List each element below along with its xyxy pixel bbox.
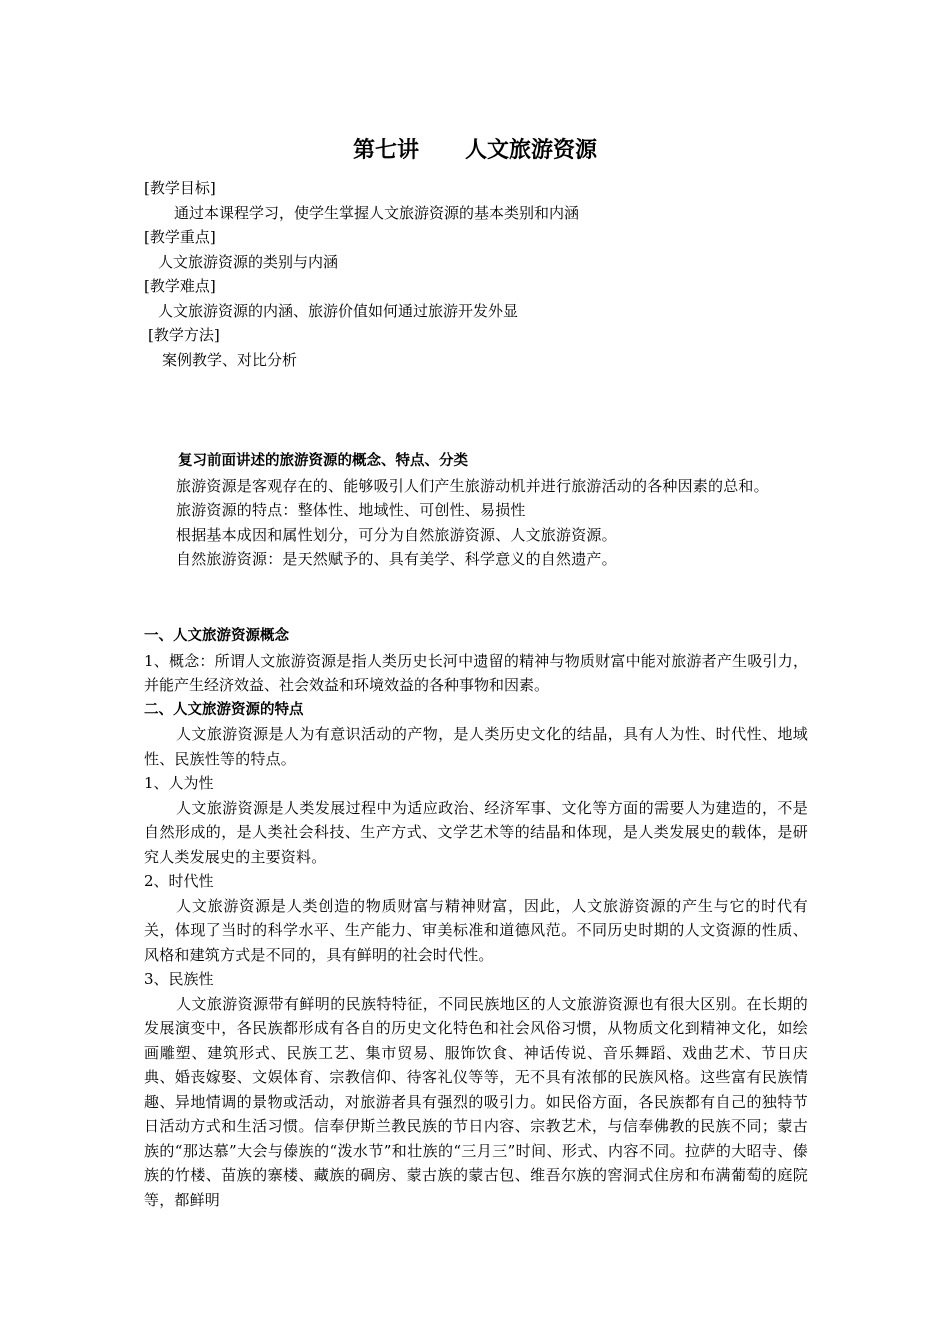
review-paragraph-natural: 自然旅游资源：是天然赋予的、具有美学、科学意义的自然遗产。 — [176, 550, 617, 568]
review-paragraph-features: 旅游资源的特点：整体性、地域性、可创性、易损性 — [176, 501, 526, 519]
method-text: 案例教学、对比分析 — [162, 350, 298, 369]
review-section — [144, 449, 808, 572]
method-label: [教学方法] — [148, 326, 220, 344]
section2-intro: 人文旅游资源是人为有意识活动的产物，是人类历史文化的结晶，具有人为性、时代性、地域性、民族性等的特点。 — [144, 725, 808, 768]
goal-label: [教学目标] — [144, 179, 216, 197]
review-heading: 复习前面讲述的旅游资源的概念、特点、分类 — [178, 453, 468, 469]
section2-heading: 二、人文旅游资源的特点 — [144, 701, 304, 718]
item1-label: 1、人为性 — [144, 774, 214, 792]
teaching-objectives — [144, 176, 808, 372]
difficulty-text: 人文旅游资源的内涵、旅游价值如何通过旅游开发外显 — [158, 301, 519, 320]
section1-concept: 1、概念：所谓人文旅游资源是指人类历史长河中遗留的精神与物质财富中能对旅游者产生吸引力，并能产生经济效益、社会效益和环境效益的各种事物和因素。 — [144, 651, 808, 694]
difficulty-label: [教学难点] — [144, 277, 216, 295]
key-label: [教学重点] — [144, 228, 216, 246]
key-text: 人文旅游资源的类别与内涵 — [158, 252, 339, 271]
section1-heading: 一、人文旅游资源概念 — [144, 628, 289, 644]
review-paragraph-classification: 根据基本成因和属性划分，可分为自然旅游资源、人文旅游资源。 — [176, 525, 617, 544]
page-title: 第七讲 人文旅游资源 — [353, 138, 597, 163]
item3-label: 3、民族性 — [144, 970, 214, 988]
item3-text: 人文旅游资源带有鲜明的民族特特征，不同民族地区的人文旅游资源也有很大区别。在长期的发展演变中，各民族都形成有各自的历史文化特色和社会风俗习惯，从物质文化到精神文化，如绘画雕塑、建筑形式、民族工艺、集市贸易、服饰饮食、神话传说、音乐舞蹈、戏曲艺术、节日庆典、婚丧嫁娶、文娱体育、宗教信仰、待客礼仪等等，无不具有浓郁的民族风格。这些富有民族情趣、异地情调的景物或活动，对旅游者具有强烈的吸引力。如民俗方面，各民族都有自己的独特节日活动方式和生活习惯。信奉伊斯兰教民族的节日内容、宗教艺术，与信奉佛教的民族不同；蒙古族的“那达慕”大会与傣族的“泼水节”和壮族的“三月三”时间、形式、内容不同。拉萨的大昭寺、傣族的竹楼、苗族的寨楼、藏族的碉房、蒙古族的蒙古包、维吾尔族的窖洞式住房和布满葡萄的庭院等，都鲜明 — [144, 994, 808, 1209]
item1-text: 人文旅游资源是人类发展过程中为适应政治、经济军事、文化等方面的需要人为建造的，不是自然形成的，是人类社会科技、生产方式、文学艺术等的结晶和体现，是人类发展史的载体，是研究人类发展史的主要资料。 — [144, 798, 808, 866]
item2-text: 人文旅游资源是人类创造的物质财富与精神财富，因此，人文旅游资源的产生与它的时代有关，体现了当时的科学水平、生产能力、审美标准和道德风范。不同历史时期的人文资源的性质、风格和建筑方式是不同的，具有鲜明的社会时代性。 — [144, 896, 808, 964]
goal-text: 通过本课程学习，使学生掌握人文旅游资源的基本类别和内涵 — [174, 203, 580, 222]
item2-label: 2、时代性 — [144, 872, 214, 890]
review-paragraph-definition: 旅游资源是客观存在的、能够吸引人们产生旅游动机并进行旅游活动的各种因素的总和。 — [176, 476, 769, 495]
main-content — [144, 624, 808, 1212]
